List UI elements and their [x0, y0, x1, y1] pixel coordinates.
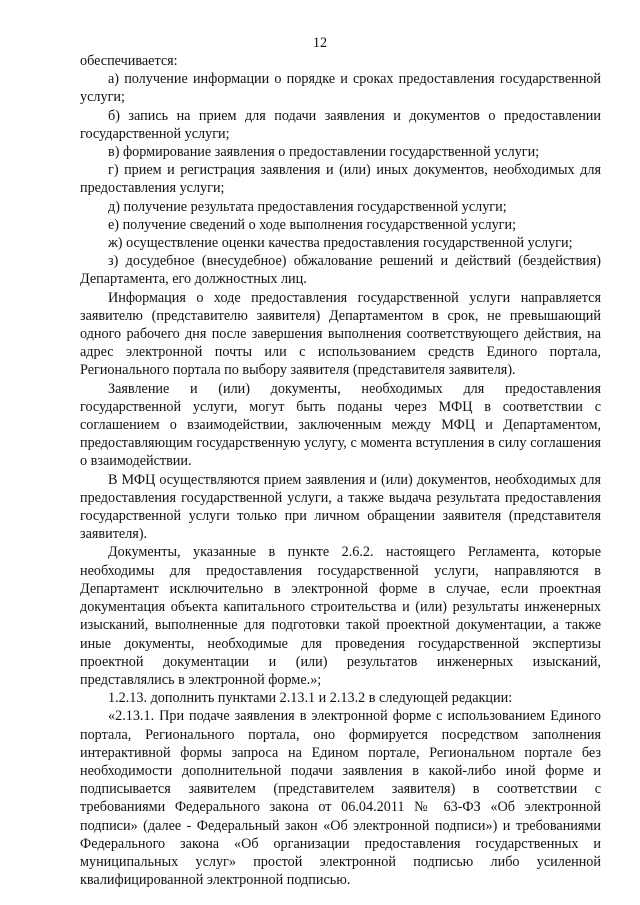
- paragraph-intro: обеспечивается:: [80, 53, 178, 69]
- paragraph-docs-para: Документы, указанные в пункте 2.6.2. настоящего Регламента, которые необходимы для предоставления государственной услуги, направляются в Департамент исключительно в электронной форме в случае, если проектная документация объекта капитального строительства и (или) результаты инженерных изысканий, выполненные для подготовки такой проектной документации, а также иные документы, необходимые для проведения государственной экспертизы проектной документации и (или) результатов инженерных изысканий, представлялись в электронной форме.»;: [80, 544, 601, 688]
- paragraph-item-v: в) формирование заявления о предоставлении государственной услуги;: [108, 144, 540, 161]
- paragraph-item-zh: ж) осуществление оценки качества предоставления государственной услуги;: [108, 235, 573, 252]
- paragraph-amend-para: 1.2.13. дополнить пунктами 2.13.1 и 2.13.2 в следующей редакции:: [108, 690, 513, 707]
- paragraph-item-z: з) досудебное (внесудебное) обжалование решений и действий (бездействия) Департамента, его должностных лиц.: [80, 253, 601, 288]
- paragraph-item-a: а) получение информации о порядке и сроках предоставления государственной услуги;: [80, 71, 601, 106]
- paragraph-mfc-para-1: Заявление и (или) документы, необходимых для предоставления государственной услуги, могут быть поданы через МФЦ в соответствии с соглашением о взаимодействии, заключенным между МФЦ и Департаментом, предоставляющим государственную услугу, с момента вступления в силу соглашения о взаимодействии.: [80, 380, 601, 470]
- paragraph-item-d: д) получение результата предоставления государственной услуги;: [108, 198, 507, 215]
- paragraph-info-para: Информация о ходе предоставления государственной услуги направляется заявителю (представителю заявителя) Департаментом в срок, не превышающий одного рабочего дня после завершения выполнения соответствующего действия, на адрес электронной почты или с использованием средств Единого портала, Регионального портала по выбору заявителя (представителя заявителя).: [80, 289, 601, 379]
- document-body: [80, 52, 601, 889]
- paragraph-item-b: б) запись на прием для подачи заявления и документов о предоставлении государственной услуги;: [80, 107, 601, 142]
- page-number: 12: [312, 35, 328, 51]
- paragraph-mfc-para-2: В МФЦ осуществляются прием заявления и (или) документов, необходимых для предоставления государственной услуги, а также выдача результата предоставления государственной услуги только при личном обращении заявителя (представителя заявителя).: [80, 471, 601, 543]
- paragraph-item-g: г) прием и регистрация заявления и (или) иных документов, необходимых для предоставления услуги;: [80, 162, 601, 197]
- paragraph-item-e: е) получение сведений о ходе выполнения государственной услуги;: [108, 216, 517, 233]
- paragraph-clause-2131: «2.13.1. При подаче заявления в электронной форме с использованием Единого портала, Регионального портала, оно формируется посредством заполнения интерактивной формы запроса на Едином портале, Региональном портале без необходимости дополнительной подачи заявления в какой-либо иной форме и подписывается заявителем (представителем заявителя) в соответствии с требованиями Федерального закона от 06.04.2011 № 63-ФЗ «Об электронной подписи» (далее - Федеральный закон «Об электронной подписи») и требованиями Федерального закона «Об организации предоставления государственных и муниципальных услуг» простой электронной подписью либо усиленной квалифицированной электронной подписью.: [80, 708, 601, 889]
